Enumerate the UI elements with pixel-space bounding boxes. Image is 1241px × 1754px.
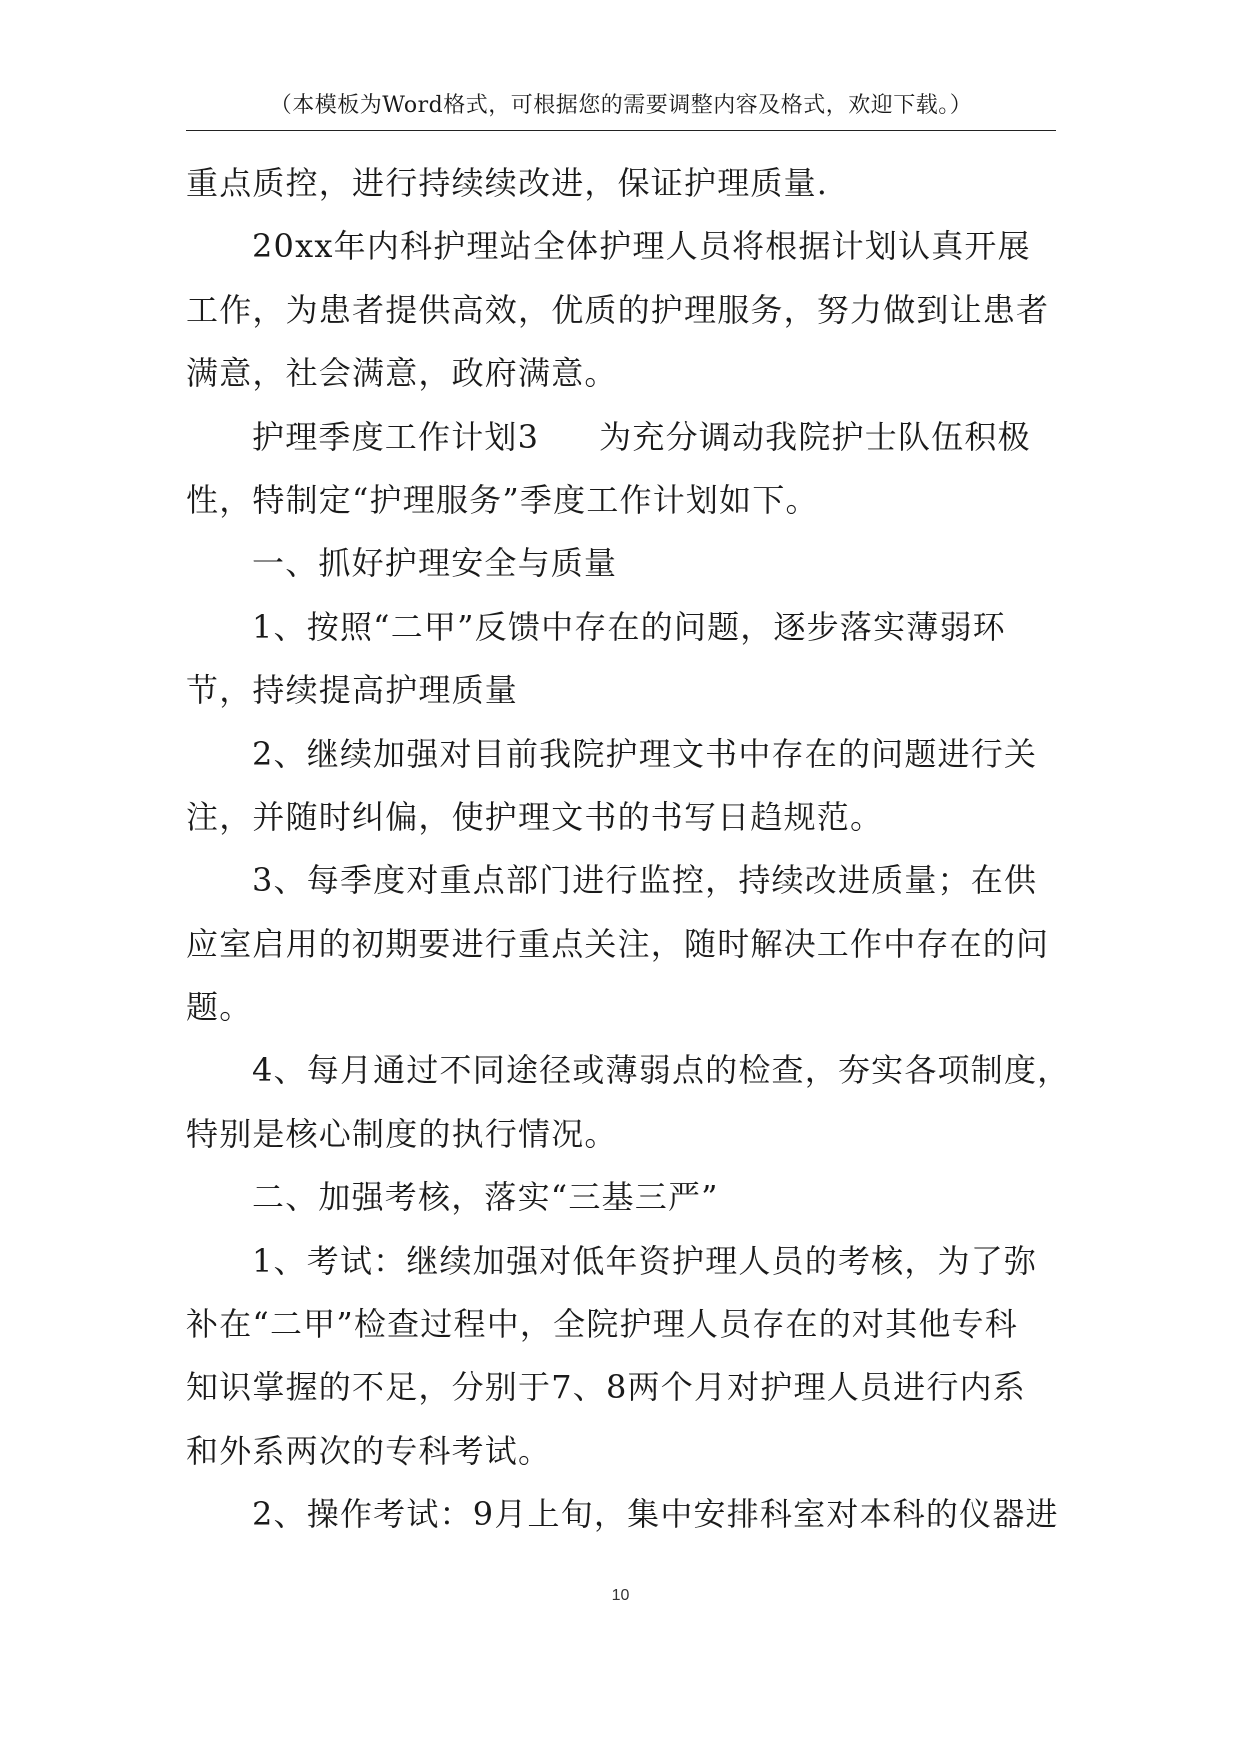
body-line: 应室启用的初期要进行重点关注，随时解决工作中存在的问 — [186, 924, 1050, 963]
body-line: 知识掌握的不足，分别于7、8两个月对护理人员进行内系 — [186, 1368, 1026, 1407]
template-notice-header — [186, 92, 1056, 131]
body-line: 性，特制定“护理服务”季度工作计划如下。 — [186, 480, 819, 519]
body-line: 重点质控，进行持续续改进，保证护理质量. — [186, 164, 829, 202]
section-heading: 一、抓好护理安全与质量 — [252, 544, 618, 583]
body-line: 4、每月通过不同途径或薄弱点的检查，夯实各项制度， — [252, 1051, 1071, 1090]
body-line: 3、每季度对重点部门进行监控，持续改进质量；在供 — [252, 861, 1038, 900]
body-line: 1、按照“二甲”反馈中存在的问题，逐步落实薄弱环 — [252, 607, 1006, 646]
body-line: 满意，社会满意，政府满意。 — [186, 354, 618, 393]
document-body — [186, 152, 1071, 1547]
body-line: 20xx年内科护理站全体护理人员将根据计划认真开展 — [252, 227, 1031, 266]
body-line: 节，持续提高护理质量 — [186, 671, 519, 710]
body-line: 2、继续加强对目前我院护理文书中存在的问题进行关 — [252, 734, 1038, 773]
body-line: 补在“二甲”检查过程中，全院护理人员存在的对其他专科 — [186, 1305, 1018, 1344]
body-line: 注，并随时纠偏，使护理文书的书写日趋规范。 — [186, 797, 884, 836]
body-line: 护理季度工作计划3 为充分调动我院护士队伍积极 — [252, 417, 1031, 456]
body-line: 2、操作考试：9月上旬，集中安排科室对本科的仪器进 — [252, 1495, 1059, 1534]
body-line: 和外系两次的专科考试。 — [186, 1431, 552, 1470]
body-line: 题。 — [186, 988, 253, 1027]
template-notice-text: （本模板为Word格式，可根据您的需要调整内容及格式，欢迎下载。） — [269, 93, 973, 118]
body-line: 1、考试：继续加强对低年资护理人员的考核，为了弥 — [252, 1241, 1038, 1280]
page-number: 10 — [611, 1587, 630, 1604]
section-heading: 二、加强考核，落实“三基三严” — [252, 1178, 719, 1217]
body-line: 工作，为患者提供高效，优质的护理服务，努力做到让患者 — [186, 290, 1050, 329]
body-line: 特别是核心制度的执行情况。 — [186, 1114, 618, 1153]
plan-title: 护理季度工作计划3 — [252, 417, 540, 456]
